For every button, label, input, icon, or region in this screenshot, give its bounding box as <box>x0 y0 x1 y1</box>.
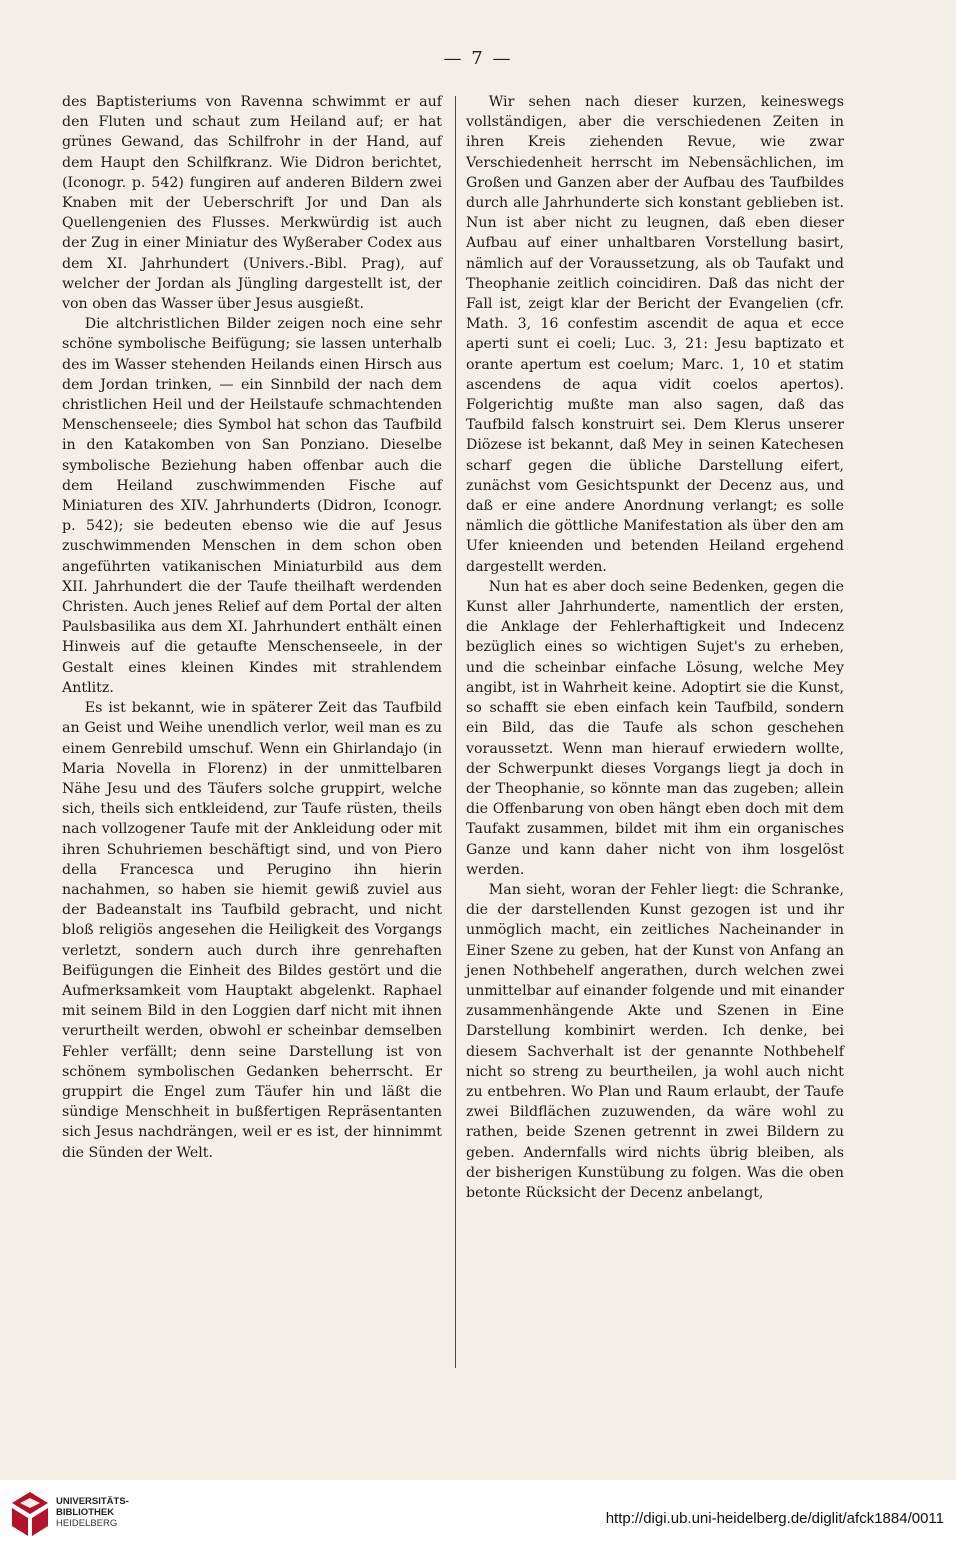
library-footer <box>0 1480 956 1547</box>
column-divider <box>455 96 456 1368</box>
library-name: UNIVERSITÄTS- BIBLIOTHEK HEIDELBERG <box>56 1496 129 1529</box>
page-number: — 7 — <box>443 48 513 69</box>
left-paragraph-1: des Baptisteriums von Ravenna schwimmt er auf den Fluten und schaut zum Heiland auf; er hat grünes Gewand, das Schilfrohr in der Hand, auf dem Haupt den Schilfkranz. Wie Didron berichtet, (Iconogr. p. 542) fungiren auf anderen Bildern zwei Knaben mit der Ueberschrift Jor und Dan als Quellengenien des Flusses. Merkwürdig ist auch der Zug in einer Miniatur des Wyßeraber Codex aus dem XI. Jahrhundert (Univers.-Bibl. Prag), auf welcher der Jordan als Jüngling dargestellt ist, der von oben das Wasser über Jesus ausgießt. <box>62 94 442 313</box>
left-paragraph-2: Die altchristlichen Bilder zeigen noch eine sehr schöne symbolische Beifügung; sie lassen unterhalb des im Wasser stehenden Heilands einen Hirsch aus dem Jordan trinken, — ein Sinnbild der nach dem christlichen Heil und der Heilstaufe schmachtenden Menschenseele; dies Symbol hat schon das Taufbild in den Katakomben von San Ponziano. Dieselbe symbolische Beziehung haben offenbar auch die dem Heiland zuschwimmenden Fische auf Miniaturen des XIV. Jahrhunderts (Didron, Iconogr. p. 542); sie bedeuten ebenso wie die auf Jesus zuschwimmenden Menschen in dem schon oben angeführten vatikanischen Miniaturbild aus dem XII. Jahrhundert die der Taufe theilhaft werdenden Christen. Auch jenes Relief auf dem Portal der alten Paulsbasilika aus dem XI. Jahrhundert enthält einen Hinweis auf die getaufte Menschenseele, in der Gestalt eines kleinen Kindes mit strahlendem Antlitz. <box>62 316 442 696</box>
source-url-link[interactable]: http://digi.ub.uni-heidelberg.de/diglit/afck1884/0011 <box>605 1510 944 1527</box>
right-paragraph-1: Wir sehen nach dieser kurzen, keineswegs vollständigen, aber die verschiedenen Zeiten in ihren Kreis ziehenden Revue, wie zwar Verschiedenheit herrscht im Nebensächlichen, im Großen und Ganzen aber der Aufbau des Taufbildes durch alle Jahrhunderte sich konstant geblieben ist. Nun ist aber nicht zu leugnen, daß eben dieser Aufbau auf einer unhaltbaren Vorstellung basirt, nämlich auf der Voraussetzung, als ob Taufakt und Theophanie zeitlich coincidiren. Daß das nicht der Fall ist, zeigt klar der Bericht der Evangelien (cfr. Math. 3, 16 confestim ascendit de aqua et ecce aperti sunt ei coeli; Luc. 3, 21: Jesu baptizato et orante apertum est coelum; Marc. 1, 10 et statim ascendens de aqua vidit coelos apertos). Folgerichtig mußte man also sagen, daß das Taufbild falsch konstruirt sei. Dem Klerus unserer Diözese ist bekannt, daß Mey in seinen Katechesen scharf gegen die übliche Darstellung eifert, zunächst vom Gesichtspunkt der Decenz aus, und daß er eine andere Anordnung verlangt; es solle nämlich die göttliche Manifestation als über den am Ufer knieenden und betenden Heiland ergehend dargestellt werden. <box>466 94 844 575</box>
library-logo-icon <box>12 1492 48 1536</box>
right-paragraph-2: Nun hat es aber doch seine Bedenken, gegen die Kunst aller Jahrhunderte, namentlich der ersten, die Anklage der Fehlerhaftigkeit und Indecenz bezüglich eines so wichtigen Sujet's zu erheben, und die scheinbar einfache Lösung, welche Mey angibt, ist in Wahrheit keine. Adoptirt sie die Kunst, so schafft sie eben einfach kein Taufbild, sondern ein Bild, das die Taufe als schon geschehen voraussetzt. Wenn man hierauf erwiedern wollte, der Schwerpunkt dieses Vorgangs liegt ja doch in der Theophanie, so könnte man das zugeben; allein die Offenbarung von oben hängt eben doch mit dem Taufakt zusammen, bildet mit ihm ein organisches Ganze und kann daher nicht von ihm losgelöst werden. <box>466 578 844 878</box>
right-text-column <box>466 92 844 1203</box>
left-paragraph-3: Es ist bekannt, wie in späterer Zeit das Taufbild an Geist und Weihe unendlich verlor, weil man es zu einem Genrebild umschuf. Wenn ein Ghirlandajo (in Maria Novella in Florenz) in der unmittelbaren Nähe Jesu und des Täufers solche gruppirt, welche sich, theils sich entkleidend, zur Taufe rüsten, theils nach vollzogener Taufe mit der Ankleidung oder mit ihren Schuhriemen beschäftigt sind, und von Piero della Francesca und Perugino ihn hierin nachahmen, so haben sie hiemit gewiß zuviel aus der Badeanstalt ins Taufbild gebracht, und nicht bloß religiös angesehen die Heiligkeit des Vorgangs verletzt, sondern auch durch ihre genrehaften Beifügungen die Einheit des Bildes gestört und die Aufmerksamkeit vom Hauptakt abgelenkt. Raphael mit seinem Bild in den Loggien darf nicht mit ihnen verurtheilt werden, obwohl er scheinbar demselben Fehler verfällt; denn seine Darstellung ist von schönem symbolischen Gedanken beherrscht. Er gruppirt die Engel zum Täufer hin und läßt die sündige Menschheit in bußfertigen Repräsentanten sich Jesus nachdrängen, weil er es ist, der hinnimmt die Sünden der Welt. <box>62 700 442 1161</box>
right-paragraph-3: Man sieht, woran der Fehler liegt: die Schranke, die der darstellenden Kunst gezogen ist und ihr unmöglich macht, ein zeitliches Nacheinander in Einer Szene zu geben, hat der Kunst von Anfang an jenen Nothbehelf angerathen, durch welchen zwei unmittelbar auf einander folgende und mit einander zusammenhängende Akte und Szenen in Eine Darstellung kombinirt werden. Ich denke, bei diesem Sachverhalt ist der genannte Nothbehelf nicht so streng zu beurtheilen, ja wohl auch nicht zu entbehren. Wo Plan und Raum erlaubt, der Taufe zwei Bildflächen zuzuwenden, da wäre wohl zu rathen, beide Szenen getrennt in zwei Bildern zu geben. Andernfalls wird nichts übrig bleiben, als der bisherigen Kunstübung zu folgen. Was die oben betonte Rücksicht der Decenz anbelangt, <box>466 881 844 1201</box>
left-text-column <box>62 92 442 1163</box>
